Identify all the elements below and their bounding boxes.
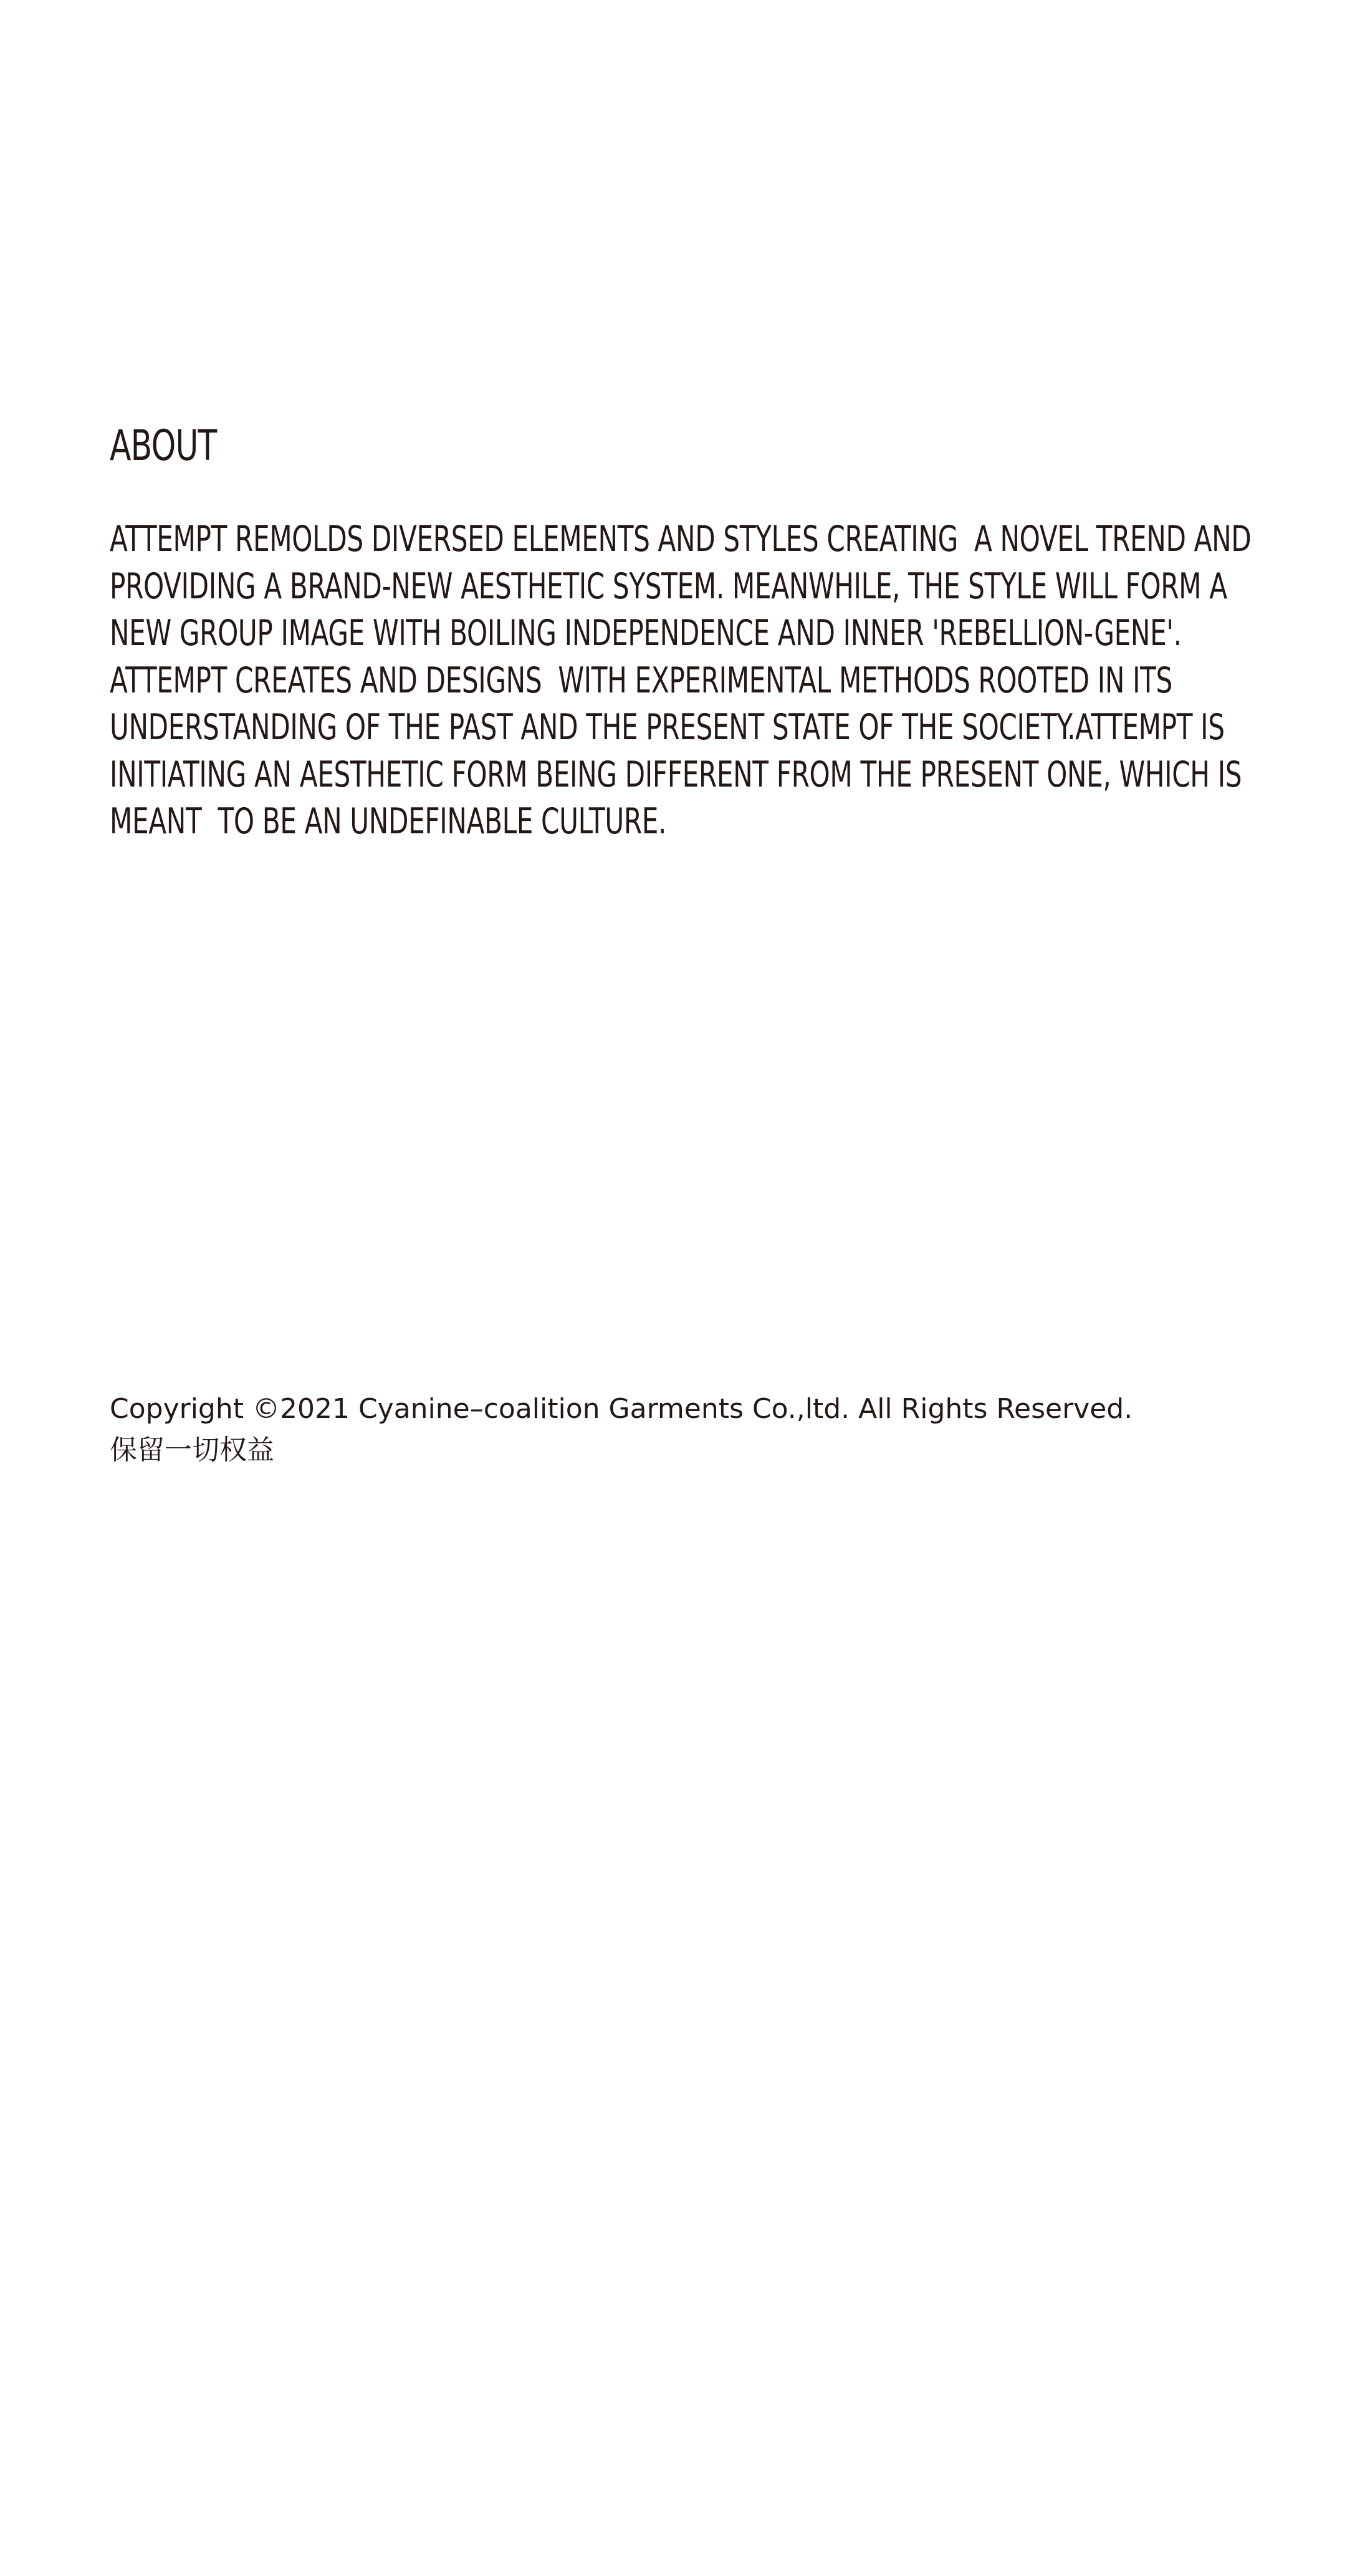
copyright-text: Copyright ©2021 Cyanine–coalition Garments Co.,ltd. All Rights Reserved. (110, 1393, 1133, 1425)
rights-reserved-cn: 保留一切权益 (110, 1434, 274, 1466)
about-title: ABOUT (110, 421, 217, 471)
about-line: INITIATING AN AESTHETIC FORM BEING DIFFERENT FROM THE PRESENT ONE, WHICH IS (110, 754, 1242, 795)
about-section (110, 416, 1269, 842)
about-description (110, 516, 1263, 846)
about-line: ATTEMPT REMOLDS DIVERSED ELEMENTS AND STYLES CREATING A NOVEL TREND AND (110, 519, 1252, 560)
about-line: UNDERSTANDING OF THE PAST AND THE PRESENT STATE OF THE SOCIETY.ATTEMPT IS (110, 707, 1225, 748)
footer (110, 1389, 1269, 1471)
about-line: PROVIDING A BRAND-NEW AESTHETIC SYSTEM. MEANWHILE, THE STYLE WILL FORM A (110, 565, 1227, 607)
about-line: NEW GROUP IMAGE WITH BOILING INDEPENDENCE AND INNER 'REBELLION-GENE'. (110, 613, 1182, 654)
about-line: MEANT TO BE AN UNDEFINABLE CULTURE. (110, 801, 667, 842)
about-line: ATTEMPT CREATES AND DESIGNS WITH EXPERIMENTAL METHODS ROOTED IN ITS (110, 659, 1172, 701)
